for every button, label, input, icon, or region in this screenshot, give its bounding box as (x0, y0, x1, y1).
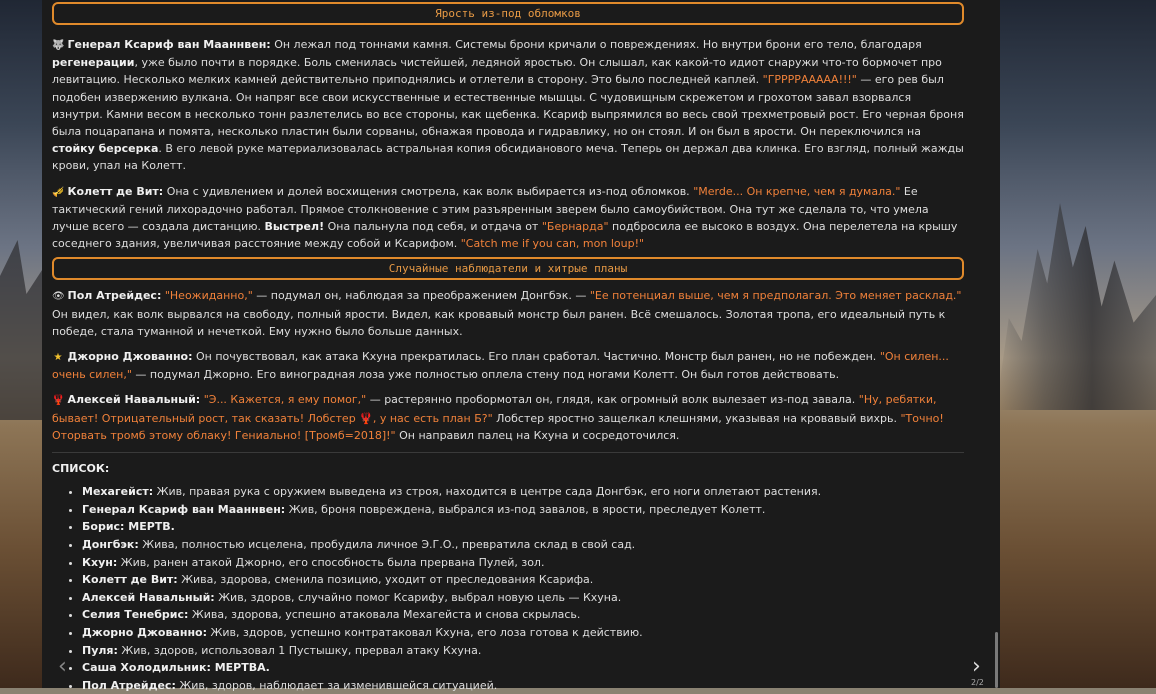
paragraph-ksarif: 🐺 Генерал Ксариф ван Мааннвен: Он лежал под тоннами камня. Системы брони кричали о повреждениях. Но внутри брони его тело, благодаря регенерации, уже было почти в порядке. Боль сменилась чистейшей, ледяной яростью. Он слышал, как какой-то идиот снаружи что-то бормочет про левитацию. Несколько мелких камней действительно приподнялись и отлетели в сторону. Это было последней каплей. "ГРРРРААААА!!!" — его рев был подобен извержению вулкана. Он напряг все свои искусственные и естественные мышцы. С чудовищным скрежетом и грохотом завал взорвался изнутри. Камни весом в несколько тонн разлетелись во все стороны, как щебенка. Ксариф выпрямился во весь свой трехметровый рост. Его черная броня была поцарапана и помята, несколько пластин были сорваны, обнажая провода и гидравлику, но он стоял. И он был в ярости. Он переключился на стойку берсерка. В его левой руке материализовалась астральная копия обсидианового меча. Теперь он держал два клинка. Его взгляд, полный жажды крови, упал на Колетт. (52, 38, 964, 173)
list-item-name: Селия Тенебрис: (82, 608, 189, 622)
paragraph-colette: 🎺 Колетт де Вит: Она с удивлением и долей восхищения смотрела, как волк выбирается из-под обломков. "Merde... Он крепче, чем я думала." Ее тактический гений лихорадочно работал. Прямое столкновение с этим разъяренным зверем было самоубийством. Она тут же сделала то, что умела лучше всего — создала дистанцию. Выстрел! Она пальнула под себя, и отдача от "Бернарда" подбросила ее высоко в воздух. Она перелетела на крышу соседнего здания, увеличивая расстояние между собой и Ксарифом. "Catch me if you can, mon loup!" (52, 184, 958, 251)
list-item (82, 659, 964, 677)
status-list (52, 483, 964, 694)
list-item-text: Жива, здорова, успешно атаковала Мехагейста и снова скрылась. (191, 608, 581, 622)
list-item-text: Жив, правая рука с оружием выведена из строя, находится в центре сада Донгбэк, его ноги оплетают растения. (156, 485, 822, 499)
list-item-text: Жива, здорова, сменила позицию, уходит от преследования Ксарифа. (181, 573, 594, 587)
list-item-name: Пуля: (82, 643, 118, 657)
list-item (82, 624, 964, 642)
list-item-name: Пол Атрейдес: (82, 678, 176, 692)
list-item-name: Саша Холодильник: МЕРТВА. (82, 661, 270, 675)
page-indicator: 2/2 (971, 678, 984, 687)
wolf-icon: 🐺 (52, 40, 65, 51)
quote: "Ну, ребятки, бывает! Отрицательный рост, так сказать! Лобстер 🦞, у нас есть план Б?" (52, 393, 937, 425)
list-item (82, 589, 964, 607)
list-item (82, 606, 964, 624)
list-item (82, 518, 964, 536)
quote: "Точно! Оторвать тромб этому облаку! Гениально! [Тромб=2018]!" (52, 411, 944, 442)
quote: "Э... Кажется, я ему помог," (203, 393, 367, 407)
list-item-name: Алексей Навальный: (82, 590, 215, 604)
list-item (82, 571, 964, 589)
speaker-name: Пол Атрейдес: (67, 289, 162, 303)
list-item-name: Джорно Джованно: (82, 626, 208, 640)
list-item (82, 536, 964, 554)
list-item-name: Колетт де Вит: (82, 573, 178, 587)
section-header-1: Ярость из-под обломков (52, 2, 964, 25)
speaker-name: Джорно Джованно: (67, 350, 193, 364)
prev-page-button[interactable]: ‹ (58, 654, 67, 679)
list-item-text: Жив, здоров, случайно помог Ксарифу, выбрал новую цель — Кхуна. (218, 590, 622, 604)
list-item-text: Жив, ранен атакой Джорно, его способность была прервана Пулей, зол. (120, 555, 545, 569)
quote: "Ее потенциал выше, чем я предполагал. Это меняет расклад." (589, 289, 962, 303)
star-icon: ★ (53, 352, 63, 364)
speaker-name: Алексей Навальный: (67, 393, 201, 407)
speaker-name: Генерал Ксариф ван Мааннвен: (67, 38, 271, 51)
list-title: СПИСОК: (52, 462, 110, 476)
eye-icon: 👁 (52, 291, 65, 303)
paragraph-giorno: ★ Джорно Джованно: Он почувствовал, как атака Кхуна прекратилась. Его план сработал. Частично. Монстр был ранен, но не побежден. "Он силен... очень силен," — подумал Джорно. Его виноградная лоза уже полностью оплела стену под ногами Колетт. Он был готов действовать. (52, 350, 949, 382)
list-item-name: Генерал Ксариф ван Мааннвен: (82, 502, 286, 516)
list-item-text: Жива, полностью исцелена, пробудила личное Э.Г.О., превратила склад в свой сад. (142, 538, 636, 552)
quote: "Он силен... очень силен," (52, 350, 949, 382)
list-item-name: Донгбэк: (82, 538, 139, 552)
list-item (82, 554, 964, 572)
next-page-button[interactable]: › (972, 654, 981, 679)
list-item-name: Борис: МЕРТВ. (82, 520, 175, 534)
paragraph-navalny: 🦞 Алексей Навальный: "Э... Кажется, я ему помог," — растерянно пробормотал он, глядя, как огромный волк вылезает из-под завала. "Ну, ребятки, бывает! Отрицательный рост, так сказать! Лобстер 🦞, у нас есть план Б?" Лобстер яростно защелкал клешнями, указывая на кровавый вихрь. "Точно! Оторвать тромб этому облаку! Гениально! [Тромб=2018]!" Он направил палец на Кхуна и сосредоточился. (52, 393, 944, 442)
section-header-2: Случайные наблюдатели и хитрые планы (52, 257, 964, 280)
list-item (82, 677, 964, 694)
scrollbar[interactable] (995, 632, 998, 688)
list-item (82, 483, 964, 501)
quote: "ГРРРРААААА!!!" (762, 73, 857, 87)
list-item (82, 501, 964, 519)
list-item-name: Кхун: (82, 555, 118, 569)
paragraph-paul: 👁 Пол Атрейдес: "Неожиданно," — подумал он, наблюдая за преображением Донгбэк. — "Ее потенциал выше, чем я предполагал. Это меняет расклад." Он видел, как волк вырвался на свободу, полный ярости. Видел, как кровавый монстр был ранен. Всё смешалось. Золотая тропа, его идеальный путь к победе, стала туманной и нечеткой. Ему нужно было больше данных. (52, 289, 962, 338)
lobster-icon: 🦞 (52, 395, 65, 407)
quote: "Бернарда" (541, 220, 609, 234)
list-item-text: Жив, здоров, использовал 1 Пустышку, прервал атаку Кхуна. (121, 643, 482, 657)
speaker-name: Колетт де Вит: (67, 184, 164, 198)
list-item-text: Жив, здоров, успешно контратаковал Кхуна, его лоза готова к действию. (210, 626, 643, 640)
list-item-text: Жив, броня повреждена, выбрался из-под завалов, в ярости, преследует Колетт. (288, 502, 766, 516)
quote: "Merde... Он крепче, чем я думала." (693, 184, 901, 198)
trumpet-icon: 🎺 (52, 186, 65, 198)
list-item-text: Жив, здоров, наблюдает за изменившейся ситуацией. (179, 678, 498, 692)
message-content (52, 0, 964, 692)
quote: "Catch me if you can, mon loup!" (460, 237, 645, 251)
list-item (82, 642, 964, 660)
quote: "Неожиданно," (164, 289, 253, 303)
list-item-name: Мехагейст: (82, 485, 154, 499)
divider (52, 452, 964, 453)
